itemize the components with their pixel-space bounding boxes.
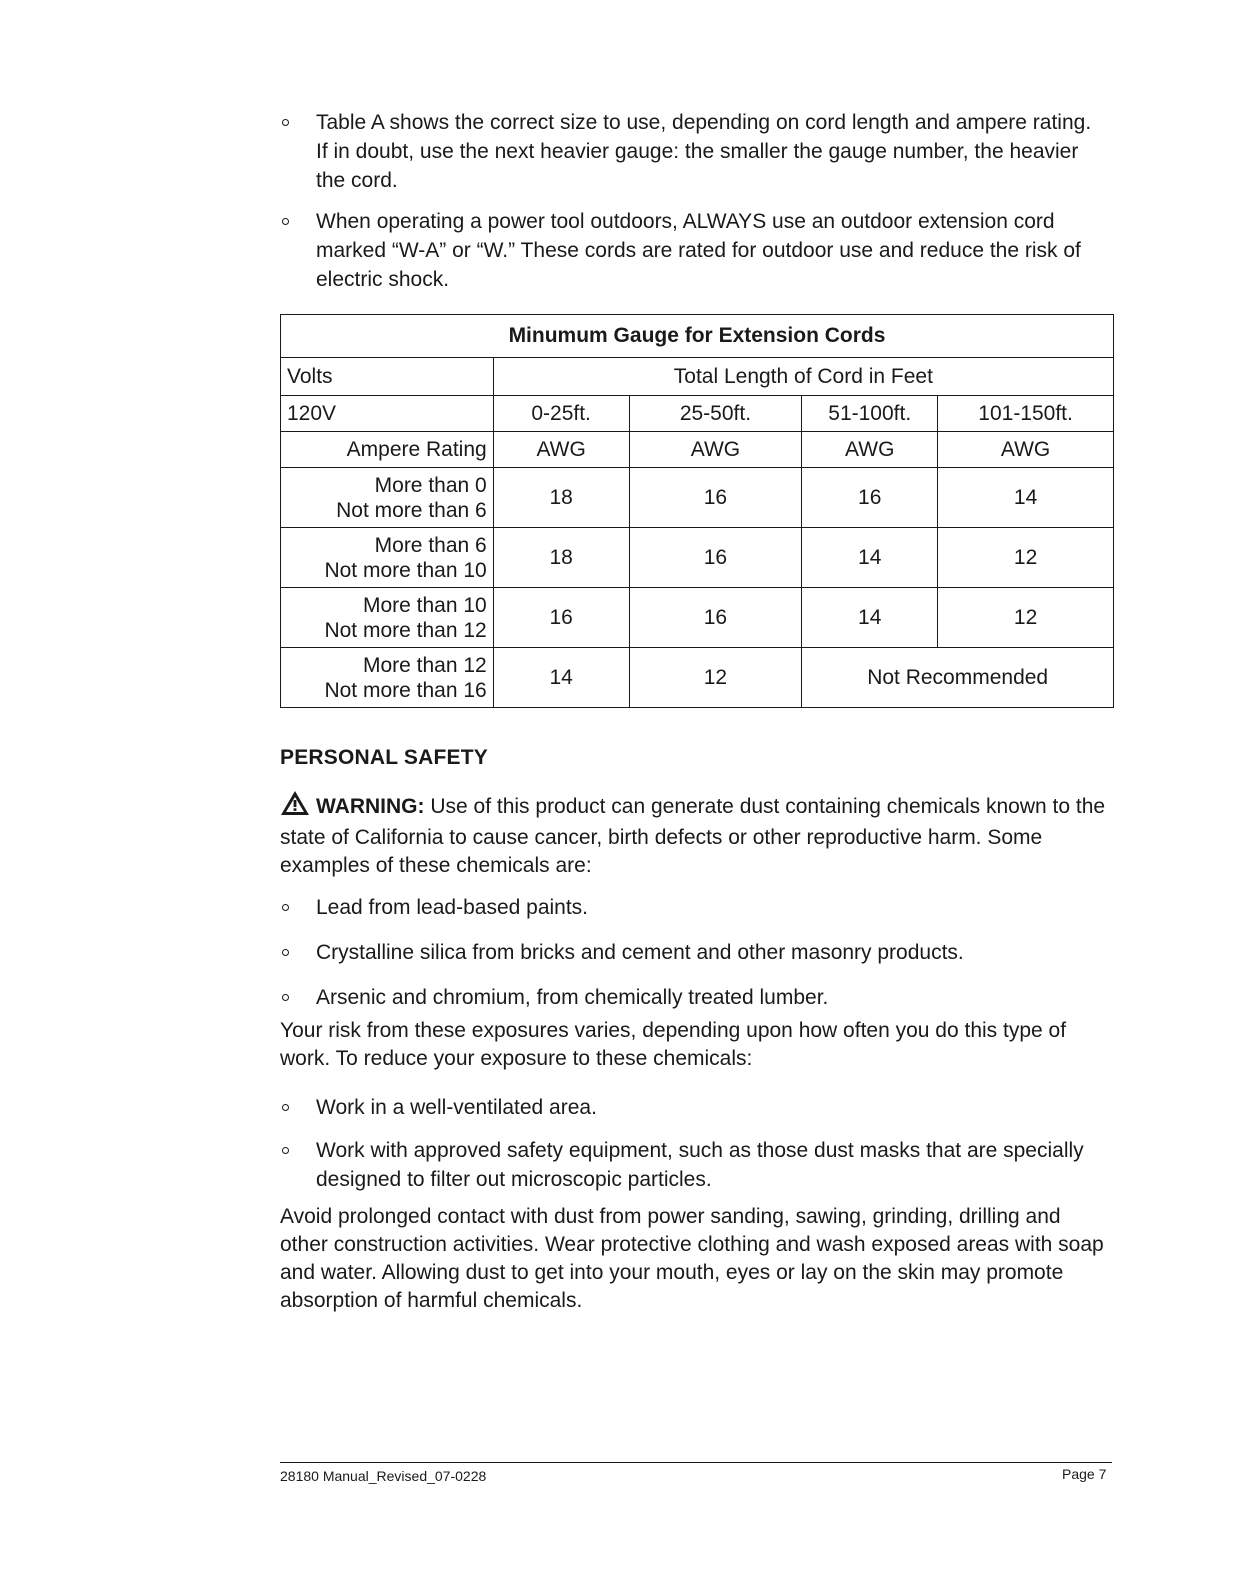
not-more-than-label: Not more than 6 <box>336 498 487 522</box>
bullet-icon <box>282 1104 289 1111</box>
chemical-examples-list <box>280 893 1100 1028</box>
bullet-icon <box>282 119 289 126</box>
gauge-cell: 16 <box>629 468 802 528</box>
bullet-icon <box>282 1147 289 1154</box>
table-title: Minumum Gauge for Extension Cords <box>281 315 1114 358</box>
footer-page-number: Page 7 <box>1062 1466 1107 1482</box>
warning-text: Use of this product can generate dust containing chemicals known to the state of California to cause cancer, birth defects or other reproductive harm. Some examples of these chemicals are: <box>280 795 1106 877</box>
gauge-cell: 16 <box>493 588 629 648</box>
bullet-text: Work with approved safety equipment, such as those dust masks that are specially designed to filter out microscopic particles. <box>316 1139 1084 1191</box>
ampere-rating-label: Ampere Rating <box>281 432 494 468</box>
exposure-reduction-list <box>280 1093 1100 1208</box>
ampere-range <box>281 528 494 588</box>
extension-cord-gauge-table <box>280 314 1114 708</box>
warning-triangle-icon <box>280 790 310 824</box>
not-recommended-cell: Not Recommended <box>802 648 1114 708</box>
bullet-text: Crystalline silica from bricks and cement and other masonry products. <box>316 941 964 964</box>
table-row <box>281 468 1114 528</box>
footer-divider <box>280 1462 1112 1463</box>
voltage-value: 120V <box>281 396 494 432</box>
table-row <box>281 528 1114 588</box>
list-item <box>280 893 1100 922</box>
gauge-cell: 16 <box>629 588 802 648</box>
bullet-text: Lead from lead-based paints. <box>316 896 589 919</box>
table-row <box>281 648 1114 708</box>
more-than-label: More than 10 <box>362 593 487 617</box>
gauge-cell: 12 <box>938 588 1114 648</box>
list-item <box>280 1093 1100 1122</box>
unit-cell: AWG <box>629 432 802 468</box>
unit-cell: AWG <box>493 432 629 468</box>
more-than-label: More than 12 <box>362 653 487 677</box>
table-row <box>281 588 1114 648</box>
bullet-text: Work in a well-ventilated area. <box>316 1096 597 1119</box>
ampere-range <box>281 588 494 648</box>
gauge-cell: 14 <box>802 588 938 648</box>
unit-cell: AWG <box>938 432 1114 468</box>
gauge-cell: 14 <box>802 528 938 588</box>
bullet-text: Arsenic and chromium, from chemically treated lumber. <box>316 986 829 1009</box>
bullet-icon <box>282 994 289 1001</box>
length-0-25: 0-25ft. <box>493 396 629 432</box>
warning-label: WARNING: <box>316 795 425 818</box>
bullet-text: When operating a power tool outdoors, ALWAYS use an outdoor extension cord marked “W-A” or “W.” These cords are rated for outdoor use and reduce the risk of electric shock. <box>316 210 1081 291</box>
more-than-label: More than 0 <box>374 473 487 497</box>
list-item <box>280 108 1100 195</box>
gauge-cell: 12 <box>938 528 1114 588</box>
length-25-50: 25-50ft. <box>629 396 802 432</box>
gauge-cell: 12 <box>629 648 802 708</box>
extension-cord-bullets <box>280 108 1100 306</box>
volts-label: Volts <box>281 358 494 396</box>
gauge-cell: 18 <box>493 528 629 588</box>
more-than-label: More than 6 <box>374 533 487 557</box>
bullet-icon <box>282 949 289 956</box>
unit-cell: AWG <box>802 432 938 468</box>
ampere-range <box>281 648 494 708</box>
ampere-range <box>281 468 494 528</box>
list-item <box>280 1136 1100 1194</box>
warning-paragraph <box>280 790 1110 880</box>
gauge-cell: 14 <box>938 468 1114 528</box>
footer-document-id: 28180 Manual_Revised_07-0228 <box>280 1468 487 1484</box>
not-more-than-label: Not more than 12 <box>324 618 487 642</box>
not-more-than-label: Not more than 16 <box>324 678 487 702</box>
bullet-text: Table A shows the correct size to use, depending on cord length and ampere rating. If in doubt, use the next heavier gauge: the smaller the gauge number, the heavier the cord. <box>316 111 1092 192</box>
length-101-150: 101-150ft. <box>938 396 1114 432</box>
length-header: Total Length of Cord in Feet <box>493 358 1113 396</box>
gauge-cell: 18 <box>493 468 629 528</box>
list-item <box>280 983 1100 1012</box>
length-51-100: 51-100ft. <box>802 396 938 432</box>
personal-safety-heading: PERSONAL SAFETY <box>280 746 488 769</box>
gauge-cell: 14 <box>493 648 629 708</box>
not-more-than-label: Not more than 10 <box>324 558 487 582</box>
gauge-cell: 16 <box>629 528 802 588</box>
gauge-cell: 16 <box>802 468 938 528</box>
list-item <box>280 207 1100 294</box>
list-item <box>280 938 1100 967</box>
avoid-contact-paragraph: Avoid prolonged contact with dust from power sanding, sawing, grinding, drilling and other construction activities. Wear protective clothing and wash exposed areas with soap and water. Allowing dust to get into your mouth, eyes or lay on the skin may promote absorption of harmful chemicals. <box>280 1205 1104 1312</box>
bullet-icon <box>282 904 289 911</box>
risk-paragraph: Your risk from these exposures varies, depending upon how often you do this type of work. To reduce your exposure to these chemicals: <box>280 1019 1067 1070</box>
bullet-icon <box>282 218 289 225</box>
